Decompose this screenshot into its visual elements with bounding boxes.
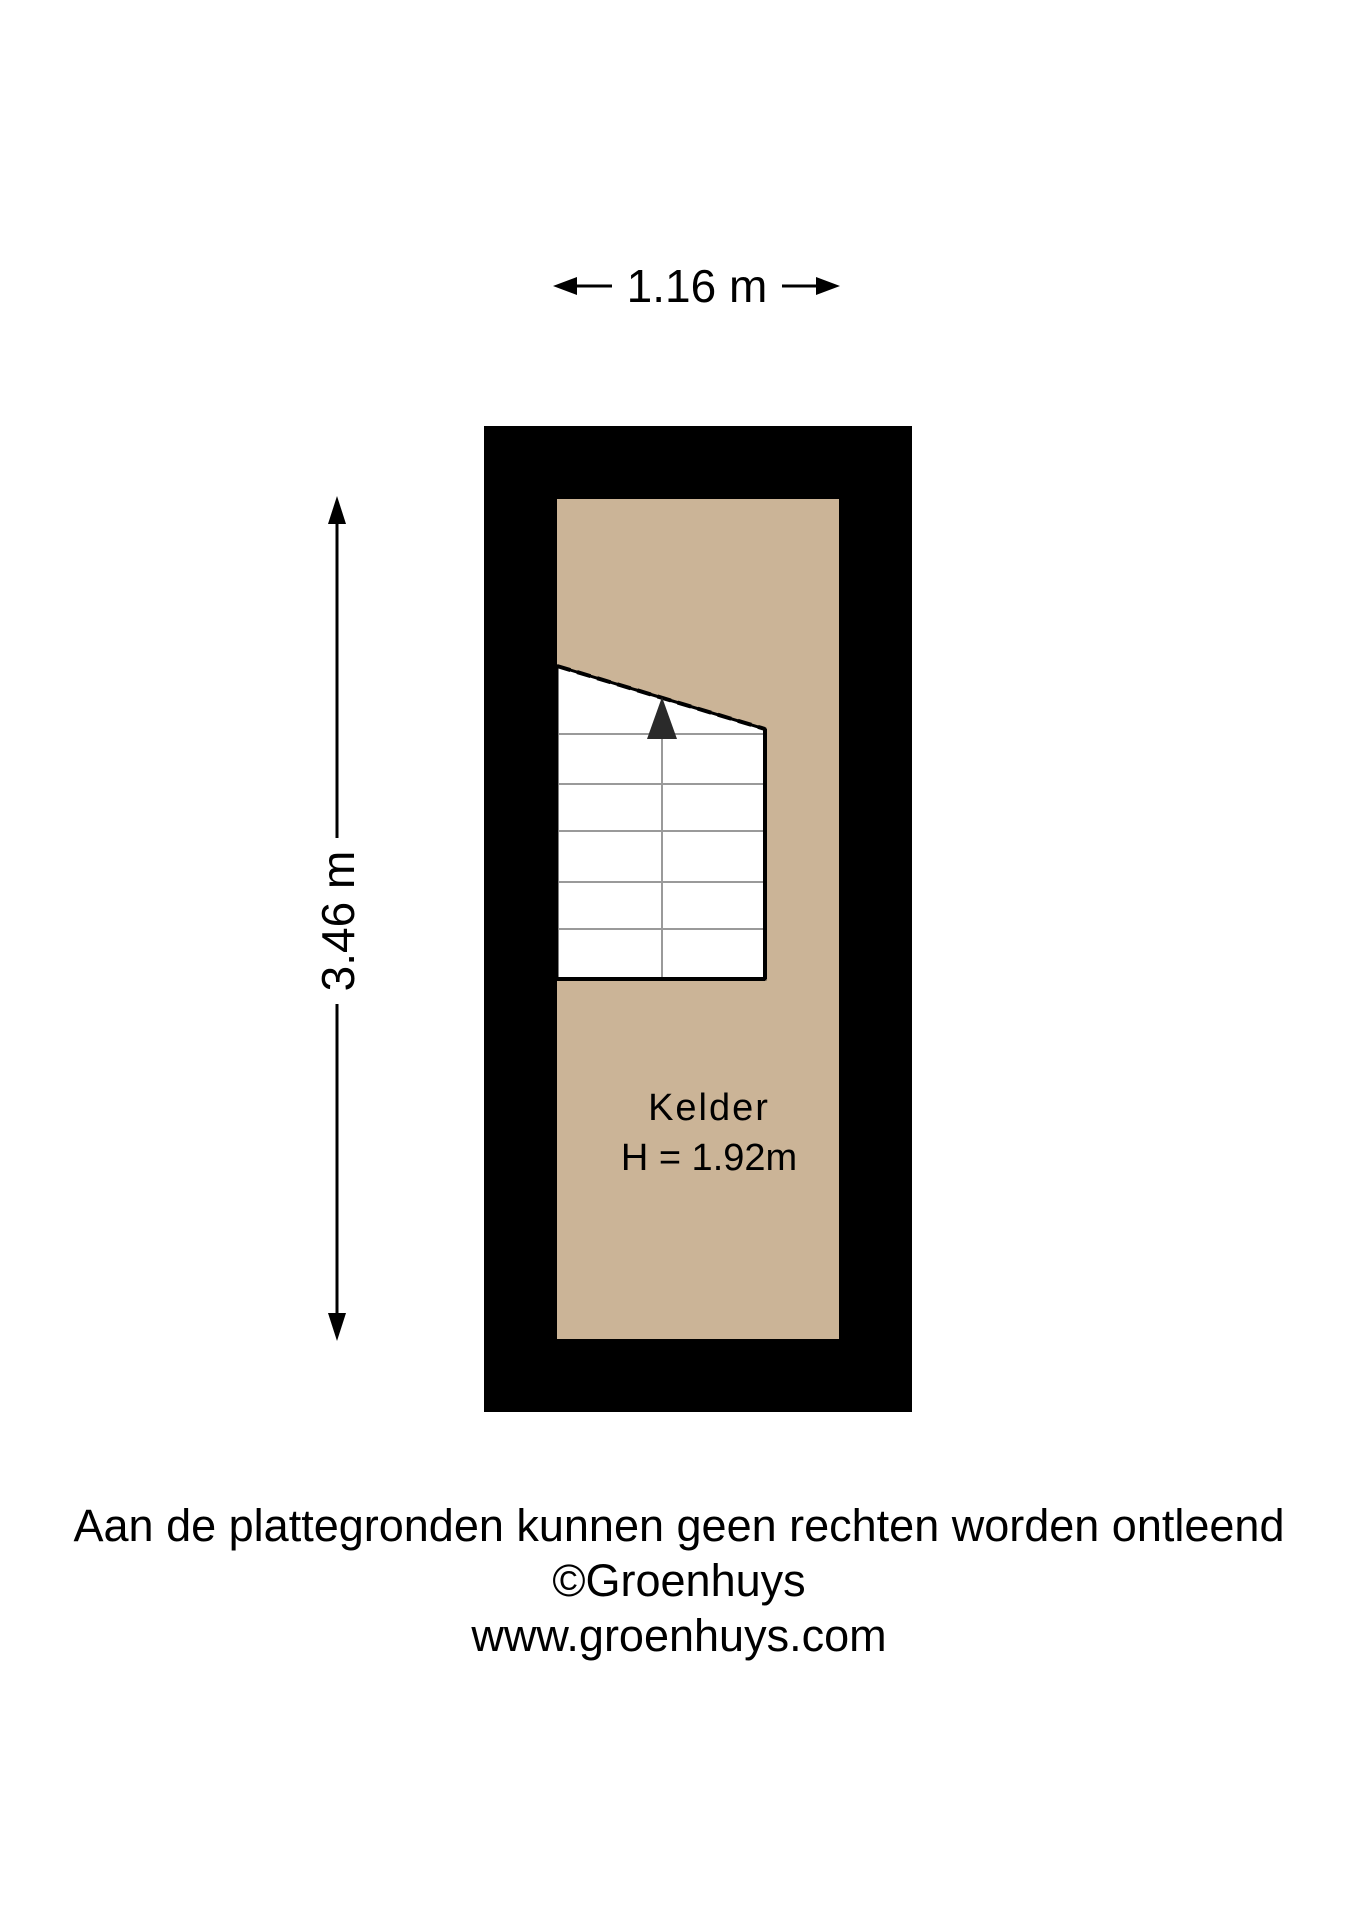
room-height: H = 1.92m	[620, 1137, 798, 1179]
disclaimer-text: Aan de plattegronden kunnen geen rechten worden ontleend	[73, 1500, 1285, 1551]
arrow-right-icon	[816, 277, 840, 295]
height-dimension	[312, 496, 364, 1341]
arrow-left-icon	[553, 277, 577, 295]
footer	[0, 1498, 1358, 1663]
arrow-up-icon	[328, 496, 346, 524]
copyright-text: ©Groenhuys	[552, 1555, 806, 1606]
room-name: Kelder	[648, 1087, 770, 1129]
width-dimension-label: 1.16 m	[626, 260, 768, 312]
arrow-down-icon	[328, 1313, 346, 1341]
width-dimension	[553, 260, 840, 312]
website-text: www.groenhuys.com	[471, 1610, 887, 1661]
height-dimension-label: 3.46 m	[312, 850, 364, 992]
